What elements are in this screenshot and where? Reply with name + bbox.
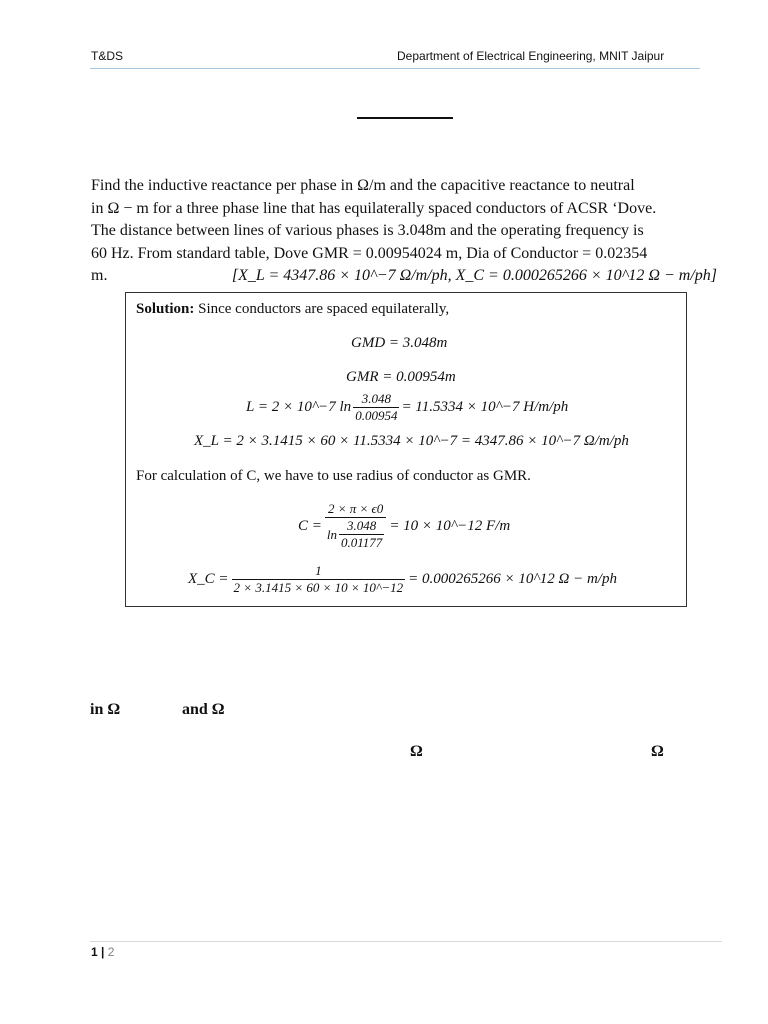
- problem-line-5: [91, 265, 717, 288]
- capacitance-inner-numerator: 3.048: [347, 518, 377, 533]
- solution-box: [125, 292, 687, 607]
- inductance-lhs: L = 2 × 10^−7 ln: [246, 399, 352, 415]
- xl-equation: X_L = 2 × 3.1415 × 60 × 11.5334 × 10^−7 = 4347.86 × 10^−7 Ω/m/ph: [194, 433, 629, 449]
- solution-label: Solution:: [136, 301, 195, 317]
- inductance-equation: [246, 391, 568, 424]
- capacitance-lhs: C =: [298, 517, 322, 534]
- capacitance-ln: ln: [326, 526, 338, 542]
- capacitance-inner-denominator: 0.01177: [341, 535, 383, 550]
- capacitance-rhs: = 10 × 10^−12 F/m: [389, 517, 511, 534]
- problem-line-2: in Ω − m for a three phase line that has equilaterally spaced conductors of ACSR ‘Dove.: [91, 199, 657, 217]
- xc-equation: [188, 563, 617, 596]
- capacitance-denominator: [325, 517, 386, 551]
- inductance-numerator: 3.048: [361, 391, 391, 406]
- header-left: T&DS: [91, 49, 124, 63]
- problem-line-1: Find the inductive reactance per phase in Ω/m and the capacitive reactance to neutral: [91, 177, 635, 194]
- title-underline: [357, 117, 453, 119]
- capacitance-fraction: [325, 501, 386, 551]
- page-number: [91, 945, 114, 959]
- problem-statement: [91, 175, 717, 288]
- header-right: Department of Electrical Engineering, MNIT Jaipur: [397, 49, 665, 63]
- solution-intro-row: [136, 301, 449, 318]
- xc-denominator: 2 × 3.1415 × 60 × 10 × 10^−12: [233, 580, 404, 595]
- capacitance-numerator: 2 × π × ϵ0: [327, 501, 384, 516]
- inductance-rhs: = 11.5334 × 10^−7 H/m/ph: [401, 399, 569, 415]
- inductance-denominator: 0.00954: [355, 408, 398, 423]
- fragment-ohm-2: Ω: [651, 743, 664, 760]
- capacitance-equation: [298, 501, 510, 551]
- capacitance-note: For calculation of C, we have to use radius of conductor as GMR.: [136, 468, 531, 484]
- page-current: 1: [91, 945, 98, 959]
- gmr-equation: GMR = 0.00954m: [346, 369, 456, 385]
- xc-numerator: 1: [315, 563, 322, 578]
- xc-fraction: [232, 563, 406, 596]
- header-divider: [90, 68, 700, 69]
- page-total: 2: [107, 945, 115, 959]
- gmd-equation: GMD = 3.048m: [351, 335, 448, 351]
- xc-rhs: = 0.000265266 × 10^12 Ω − m/ph: [408, 571, 617, 587]
- problem-line-4: 60 Hz. From standard table, Dove GMR = 0.00954024 m, Dia of Conductor = 0.02354: [91, 244, 648, 262]
- xc-lhs: X_C =: [188, 571, 229, 587]
- fragment-and-ohm: and Ω: [182, 701, 225, 718]
- page-separator: |: [101, 945, 105, 959]
- solution-intro: Since conductors are spaced equilaterally,: [198, 301, 450, 317]
- footer-divider: [90, 941, 722, 942]
- answer-summary: [X_L = 4347.86 × 10^−7 Ω/m/ph, X_C = 0.000265266 × 10^12 Ω − m/ph]: [231, 267, 717, 284]
- problem-line-5-left: m.: [91, 267, 108, 284]
- fragment-ohm-1: Ω: [410, 743, 423, 760]
- inductance-fraction: [353, 391, 399, 424]
- fragment-in-ohm: in Ω: [90, 701, 121, 718]
- capacitance-inner-fraction: [339, 518, 384, 551]
- problem-line-3: The distance between lines of various phases is 3.048m and the operating frequency is: [91, 222, 644, 239]
